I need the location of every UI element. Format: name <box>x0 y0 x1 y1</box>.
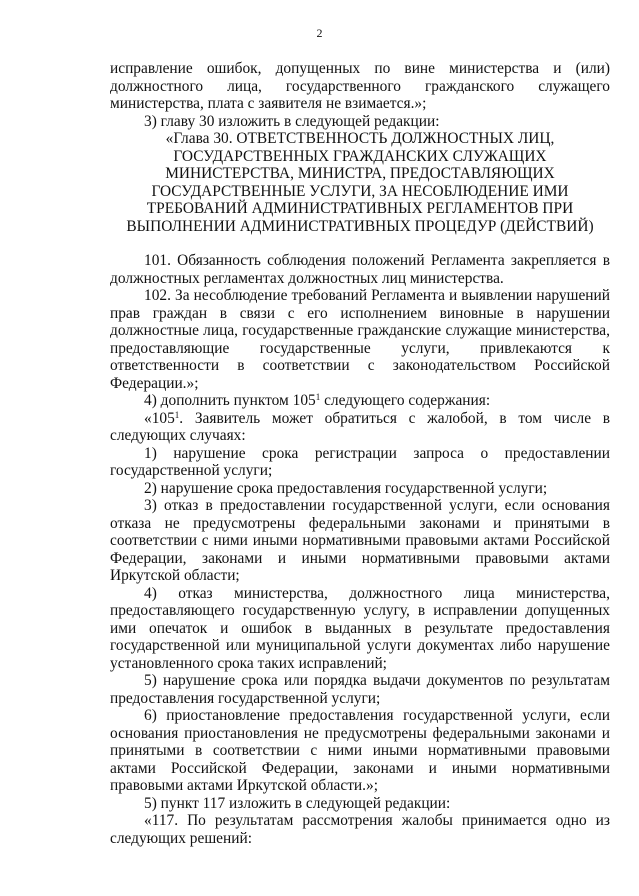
paragraph-continuation: исправление ошибок, допущенных по вине министерства и (или) должностного лица, государственного гражданского служащего министерства, плата с заявителя не взимается.»; <box>110 60 610 112</box>
document-body <box>110 60 610 847</box>
item-4-text: 4) дополнить пунктом 105 <box>144 392 316 409</box>
superscript: 1 <box>174 409 180 420</box>
paragraph-117: «117. По результатам рассмотрения жалобы принимается одно из следующих решений: <box>110 812 610 847</box>
page-number: 2 <box>316 26 323 40</box>
paragraph-102: 102. За несоблюдение требований Регламента и выявлении нарушений прав граждан в связи с его исполнением виновные в нарушении должностные лица, государственные гражданские служащие министерства, предоставляющие государственные услуги, привлекаются к ответственности в соответствии с законодательством Российской Федерации.»; <box>110 287 610 392</box>
list-item-1: 1) нарушение срока регистрации запроса о предоставлении государственной услуги; <box>110 444 610 479</box>
chapter-30-heading: «Глава 30. ОТВЕТСТВЕННОСТЬ ДОЛЖНОСТНЫХ ЛИЦ, ГОСУДАРСТВЕННЫХ ГРАЖДАНСКИХ СЛУЖАЩИХ МИНИСТЕРСТВА, МИНИСТРА, ПРЕДОСТАВЛЯЮЩИХ ГОСУДАРСТВЕННЫЕ УСЛУГИ, ЗА НЕСОБЛЮДЕНИЕ ИМИ ТРЕБОВАНИЙ АДМИНИСТРАТИВНЫХ РЕГЛАМЕНТОВ ПРИ ВЫПОЛНЕНИИ АДМИНИСТРАТИВНЫХ ПРОЦЕДУР (ДЕЙСТВИЙ) <box>126 130 594 235</box>
superscript: 1 <box>315 392 321 402</box>
paragraph-item-3: 3) главу 30 изложить в следующей редакции: <box>144 112 440 130</box>
list-item-3: 3) отказ в предоставлении государственной услуги, если основания отказа не предусмотрены федеральными законами и принятыми в соответствии с ними иными нормативными правовыми актами Российской Федерации, законами и иными нормативными правовыми актами Иркутской области; <box>110 497 610 584</box>
spacer <box>110 235 610 252</box>
paragraph-item-5: 5) пункт 117 изложить в следующей редакции: <box>144 794 451 812</box>
list-item-2: 2) нарушение срока предоставления государственной услуги; <box>144 479 548 497</box>
list-item-4: 4) отказ министерства, должностного лица министерства, предоставляющего государственную услугу, в исправлении допущенных ими опечаток и ошибок в выданных в результате предоставления государственной или муниципальной услуги документах либо нарушение установленного срока таких исправлений; <box>110 584 610 672</box>
paragraph-105-1 <box>110 410 610 445</box>
paragraph-101: 101. Обязанность соблюдения положений Регламента закрепляется в должностных регламентах должностных лиц министерства. <box>110 252 610 287</box>
list-item-5: 5) нарушение срока или порядка выдачи документов по результатам предоставления государственной услуги; <box>110 672 610 707</box>
item-4-text-end: следующего содержания: <box>320 392 491 409</box>
item-105-number: «105 <box>144 409 175 427</box>
item-105-text: . Заявитель может обратиться с жалобой, в том числе в следующих случаях: <box>110 409 610 444</box>
paragraph-item-4 <box>110 392 610 410</box>
list-item-6: 6) приостановление предоставления государственной услуги, если основания приостановления не предусмотрены федеральными законами и принятыми в соответствии с ними иными нормативными правовыми актами Российской Федерации, законами и иными нормативными правовыми актами Иркутской области.»; <box>110 707 610 794</box>
